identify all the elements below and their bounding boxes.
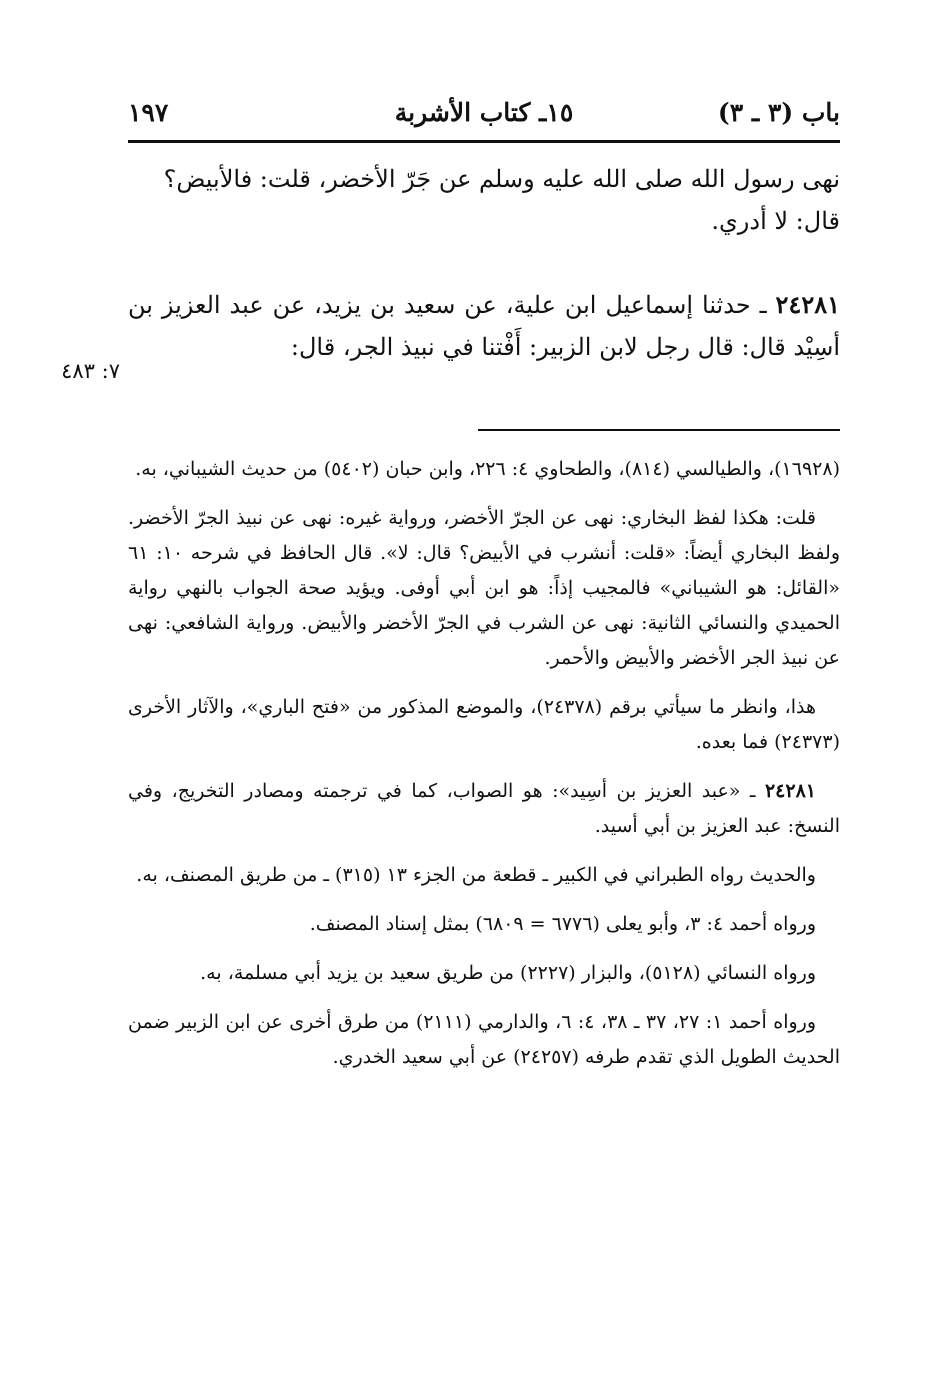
main-line-2: قال: لا أدري. xyxy=(711,207,840,235)
hadith-number: ٢٤٢٨١ xyxy=(775,290,840,319)
note-8: ورواه أحمد ١: ٢٧، ٣٧ ـ ٣٨، ٤: ٦، والدارمي (٢١١١) من طرق أخرى عن ابن الزبير ضمن الحديث الطويل الذي تقدم طرفه (٢٤٢٥٧) عن أبي سعيد الخدري. xyxy=(128,1011,840,1068)
hadith-paragraph xyxy=(128,284,840,368)
header-divider xyxy=(128,140,840,143)
chapter-label: باب (٣ ـ ٣) xyxy=(717,98,840,127)
page-number: ١٩٧ xyxy=(128,98,169,127)
note-6: ورواه أحمد ٤: ٣، وأبو يعلى (٦٧٧٦ = ٦٨٠٩) بمثل إسناد المصنف. xyxy=(309,913,816,935)
main-line-1: نهى رسول الله صلى الله عليه وسلم عن جَرّ الأخضر، قلت: فالأبيض؟ xyxy=(163,165,840,193)
note-5: والحديث رواه الطبراني في الكبير ـ قطعة من الجزء ١٣ (٣١٥) ـ من طريق المصنف، به. xyxy=(136,864,816,886)
hadith-text: ـ حدثنا إسماعيل ابن علية، عن سعيد بن يزيد، عن عبد العزيز بن أسِيْد قال: قال رجل لابن الزبير: أَفْتنا في نبيذ الجر، قال: xyxy=(128,291,840,361)
note-2: قلت: هكذا لفظ البخاري: نهى عن الجرّ الأخضر، ورواية غيره: نهى عن نبيذ الجرّ الأخضر. ولفظ البخاري أيضاً: «قلت: أنشرب في الأبيض؟ قال: لا». قال الحافظ في شرحه ١٠: ٦١ «القائل: هو الشيباني» فالمجيب إذاً: هو ابن أبي أوفى. ويؤيد صحة الجواب بالنهي رواية الحميدي والنسائي الثانية: نهى عن الشرب في الجرّ الأخضر والأبيض. ورواية الشافعي: نهى عن نبيذ الجر الأخضر والأبيض والأحمر. xyxy=(128,507,840,669)
note-4-text: ـ «عبد العزيز بن أسِيد»: هو الصواب، كما في ترجمته ومصادر التخريج، وفي النسخ: عبد العزيز بن أبي أسيد. xyxy=(128,780,840,837)
footnotes xyxy=(128,452,840,1089)
note-1: (١٦٩٢٨)، والطيالسي (٨١٤)، والطحاوي ٤: ٢٢٦، وابن حبان (٥٤٠٢) من حديث الشيباني، به. xyxy=(135,458,840,480)
note-4-number: ٢٤٢٨١ xyxy=(764,780,816,802)
page-header xyxy=(128,92,840,136)
main-text xyxy=(128,158,840,368)
note-4 xyxy=(128,774,840,844)
note-7: ورواه النسائي (٥١٢٨)، والبزار (٢٢٢٧) من طريق سعيد بن يزيد أبي مسلمة، به. xyxy=(200,962,816,984)
margin-reference: ٧: ٤٨٣ xyxy=(61,359,120,383)
book-title: ١٥ـ كتاب الأشربة xyxy=(394,98,574,127)
footnote-divider xyxy=(478,429,840,431)
note-3: هذا، وانظر ما سيأتي برقم (٢٤٣٧٨)، والموضع المذكور من «فتح الباري»، والآثار الأخرى (٢٤٣٧٣) فما بعده. xyxy=(128,696,840,753)
